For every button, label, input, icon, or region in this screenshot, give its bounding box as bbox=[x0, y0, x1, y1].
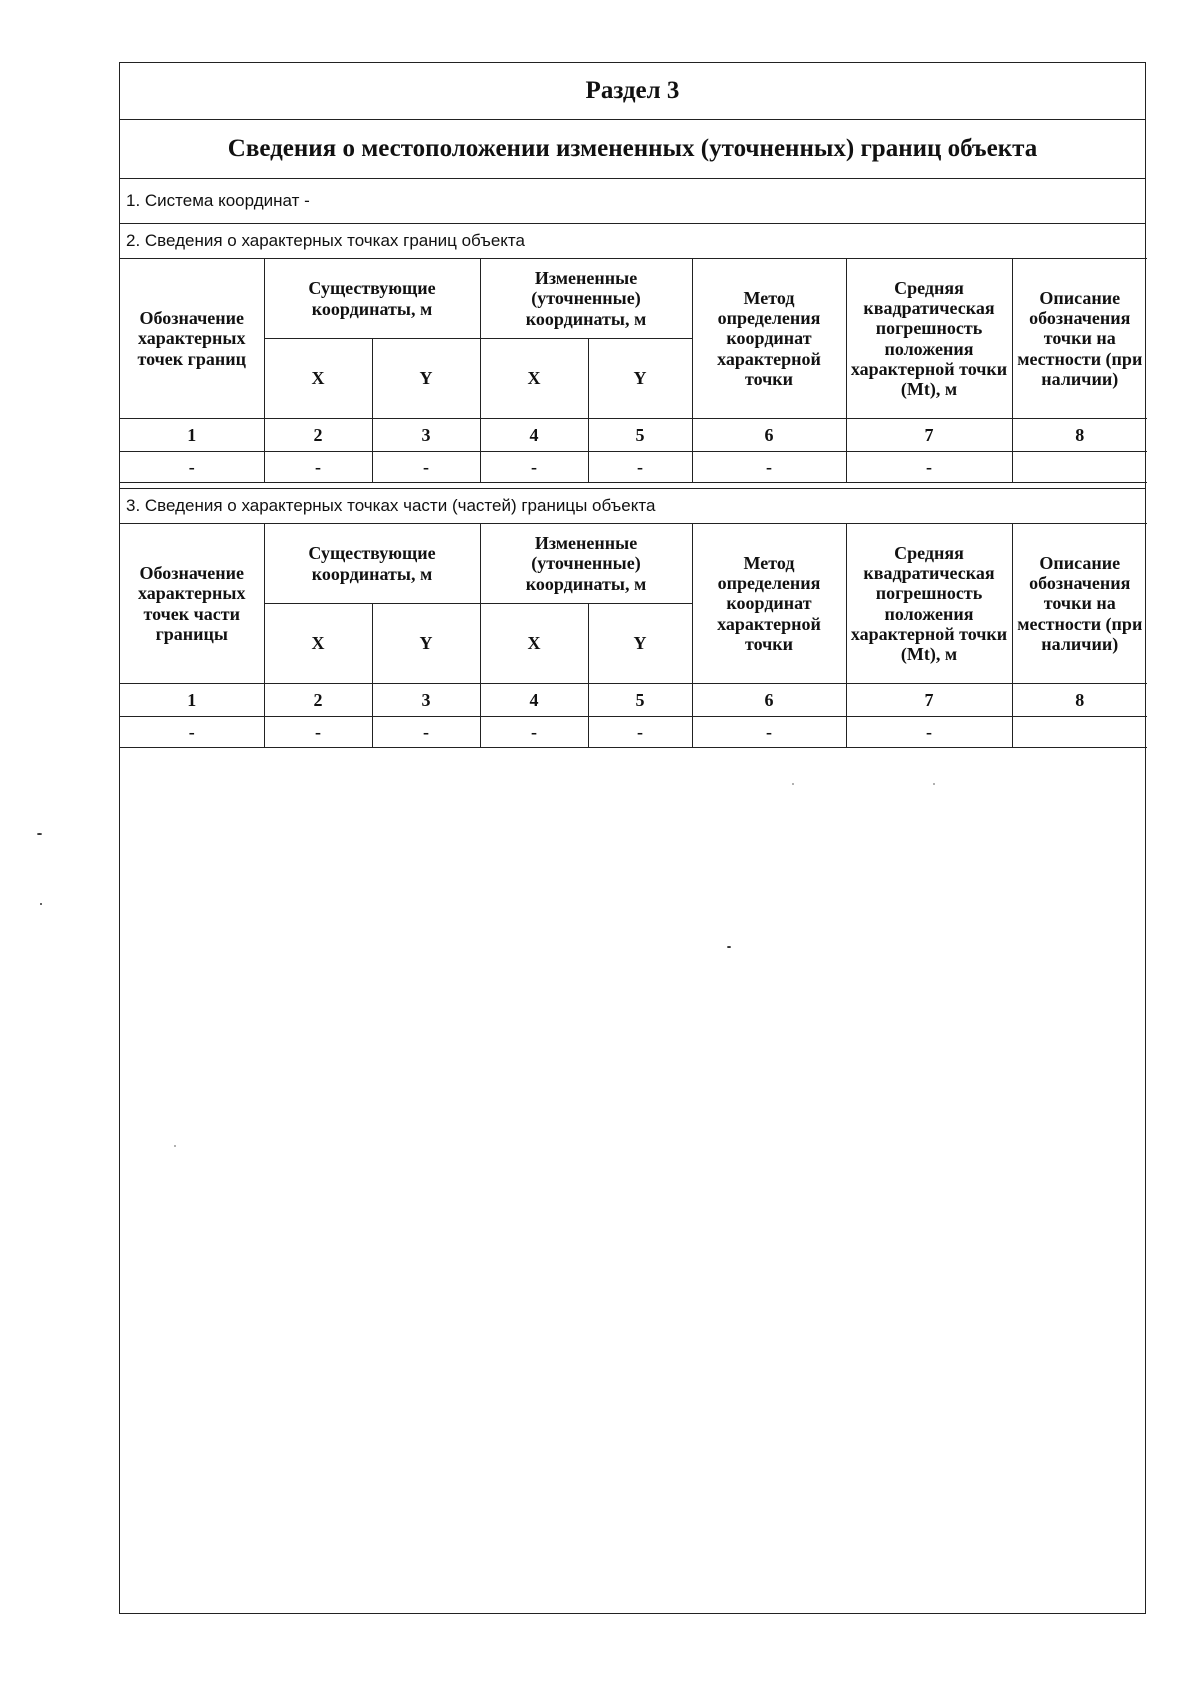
header-method: Метод определения координат характерной точки bbox=[692, 259, 846, 419]
page-title: Сведения о местоположении измененных (уточненных) границ объекта bbox=[120, 120, 1145, 179]
header-existing-coords: Существующие координаты, м bbox=[264, 259, 480, 339]
header-changed-y: Y bbox=[588, 604, 692, 684]
header-changed-coords: Измененные (уточненные) координаты, м bbox=[480, 259, 692, 339]
column-number-row bbox=[120, 684, 1147, 717]
column-number: 2 bbox=[264, 684, 372, 717]
scan-speck bbox=[727, 946, 731, 948]
table-row bbox=[120, 452, 1147, 483]
table-cell: - bbox=[480, 452, 588, 483]
table-cell: - bbox=[846, 717, 1012, 748]
table-cell: - bbox=[372, 452, 480, 483]
table-cell bbox=[1012, 452, 1147, 483]
header-changed-x: X bbox=[480, 339, 588, 419]
header-mean-error: Средняя квадратическая погрешность положения характерной точки (Mt), м bbox=[846, 259, 1012, 419]
boundary-part-points-table bbox=[120, 523, 1147, 748]
scan-speck bbox=[933, 783, 935, 785]
scan-speck bbox=[174, 1145, 176, 1147]
header-designation: Обозначение характерных точек границ bbox=[120, 259, 264, 419]
table-cell: - bbox=[120, 452, 264, 483]
column-number: 5 bbox=[588, 684, 692, 717]
header-changed-coords: Измененные (уточненные) координаты, м bbox=[480, 524, 692, 604]
table2-caption: 3. Сведения о характерных точках части (частей) границы объекта bbox=[120, 488, 1145, 523]
table-cell: - bbox=[846, 452, 1012, 483]
document-sheet bbox=[119, 62, 1146, 1614]
header-changed-y: Y bbox=[588, 339, 692, 419]
scan-speck bbox=[40, 903, 42, 905]
coordinate-system-line: 1. Система координат - bbox=[120, 179, 1145, 224]
column-number: 8 bbox=[1012, 419, 1147, 452]
column-number: 3 bbox=[372, 419, 480, 452]
header-existing-coords: Существующие координаты, м bbox=[264, 524, 480, 604]
table-cell: - bbox=[480, 717, 588, 748]
column-number: 5 bbox=[588, 419, 692, 452]
scan-speck bbox=[792, 783, 794, 785]
header-mean-error: Средняя квадратическая погрешность положения характерной точки (Mt), м bbox=[846, 524, 1012, 684]
header-existing-x: X bbox=[264, 339, 372, 419]
column-number-row bbox=[120, 419, 1147, 452]
column-number: 2 bbox=[264, 419, 372, 452]
header-existing-y: Y bbox=[372, 339, 480, 419]
table1-caption: 2. Сведения о характерных точках границ объекта bbox=[126, 231, 525, 250]
header-existing-y: Y bbox=[372, 604, 480, 684]
table-cell: - bbox=[120, 717, 264, 748]
column-number: 4 bbox=[480, 684, 588, 717]
column-number: 6 bbox=[692, 684, 846, 717]
header-description: Описание обозначения точки на местности (при наличии) bbox=[1012, 524, 1147, 684]
header-description: Описание обозначения точки на местности (при наличии) bbox=[1012, 259, 1147, 419]
table-cell: - bbox=[264, 452, 372, 483]
column-number: 8 bbox=[1012, 684, 1147, 717]
column-number: 1 bbox=[120, 419, 264, 452]
table-cell: - bbox=[692, 452, 846, 483]
scan-speck bbox=[37, 833, 42, 835]
column-number: 6 bbox=[692, 419, 846, 452]
header-changed-x: X bbox=[480, 604, 588, 684]
table-cell: - bbox=[588, 452, 692, 483]
column-number: 4 bbox=[480, 419, 588, 452]
header-existing-x: X bbox=[264, 604, 372, 684]
table-cell: - bbox=[588, 717, 692, 748]
table-cell: - bbox=[372, 717, 480, 748]
header-method: Метод определения координат характерной точки bbox=[692, 524, 846, 684]
boundary-points-table bbox=[120, 258, 1147, 483]
table-cell: - bbox=[264, 717, 372, 748]
header-designation: Обозначение характерных точек части границы bbox=[120, 524, 264, 684]
table-row bbox=[120, 717, 1147, 748]
column-number: 1 bbox=[120, 684, 264, 717]
table-cell bbox=[1012, 717, 1147, 748]
column-number: 7 bbox=[846, 419, 1012, 452]
column-number: 7 bbox=[846, 684, 1012, 717]
section-title: Раздел 3 bbox=[120, 63, 1145, 120]
table-cell: - bbox=[692, 717, 846, 748]
column-number: 3 bbox=[372, 684, 480, 717]
